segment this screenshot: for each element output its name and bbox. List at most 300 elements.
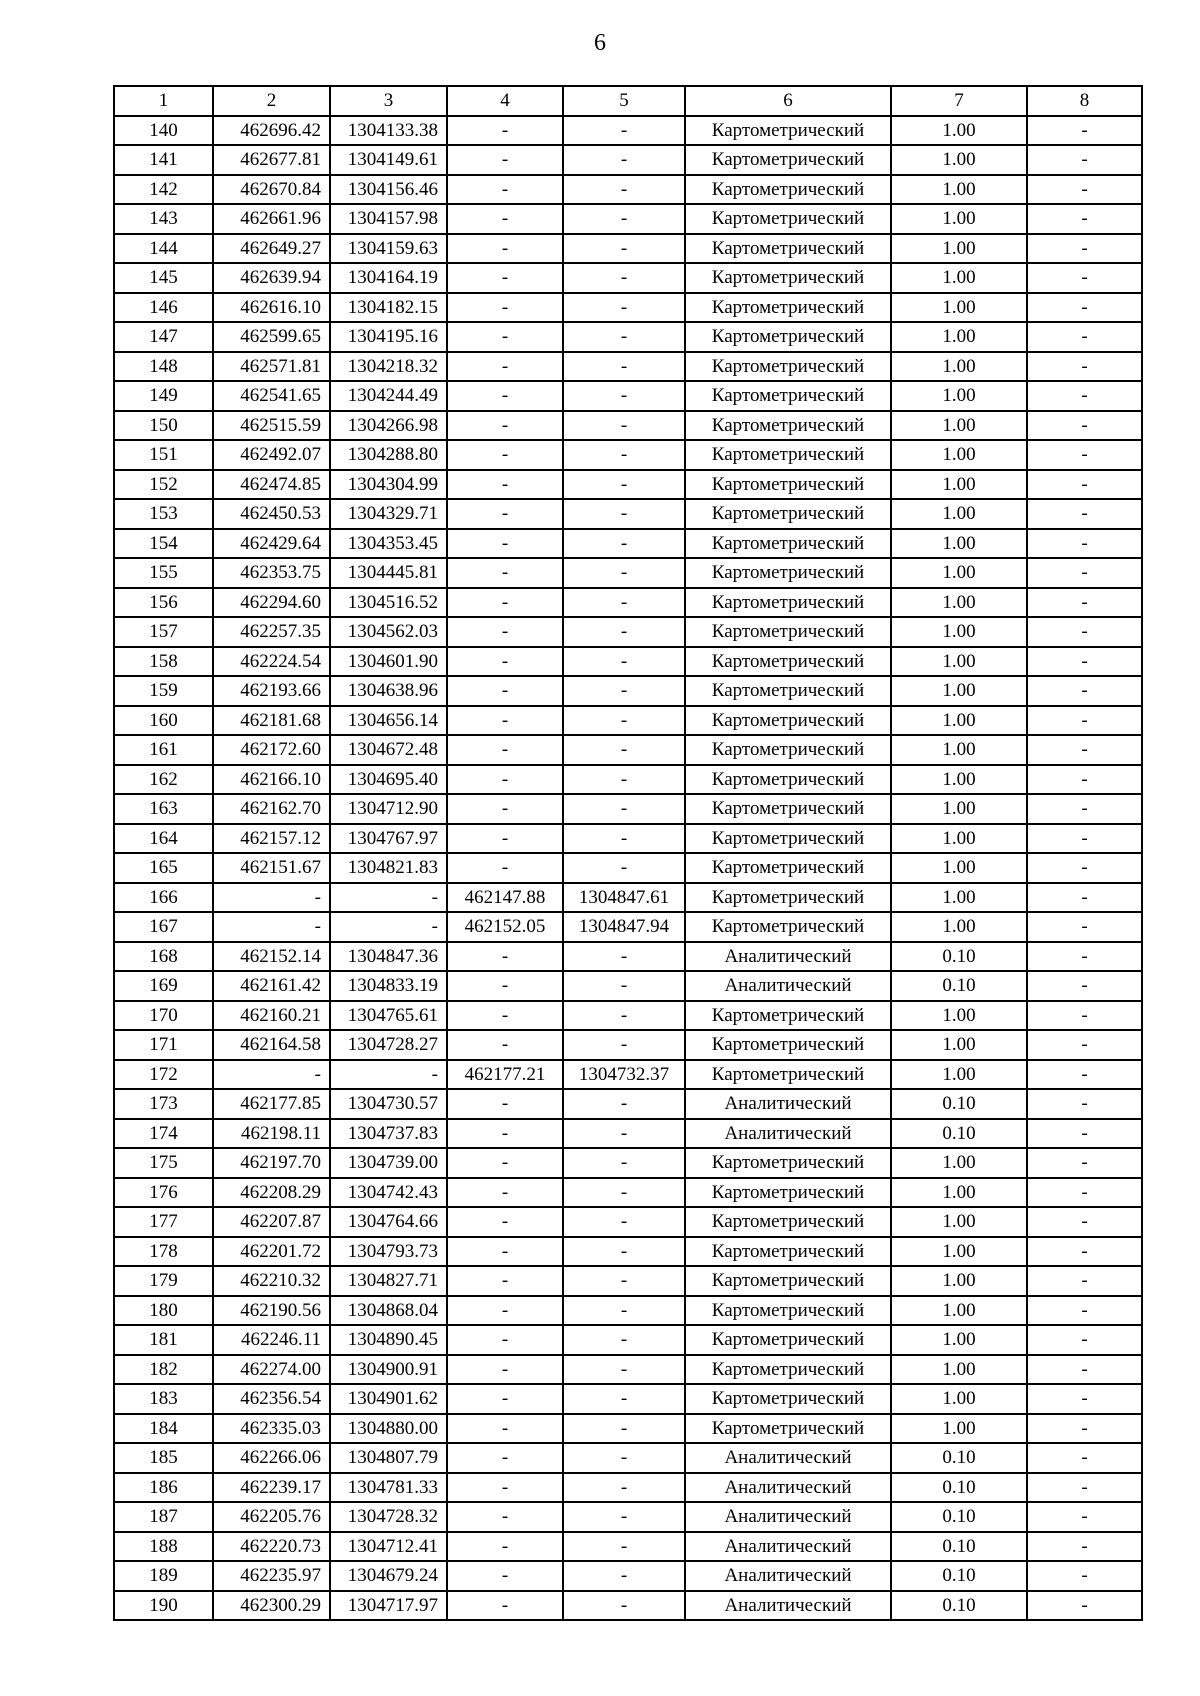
table-row [114, 1355, 1142, 1385]
accuracy-cell: 1.00 [891, 499, 1027, 529]
extra-cell: - [1027, 912, 1142, 942]
point-number-cell: 158 [114, 647, 213, 677]
y-coordinate-alt-cell: - [563, 853, 685, 883]
extra-cell: - [1027, 1266, 1142, 1296]
point-number-cell: 176 [114, 1178, 213, 1208]
y-coordinate-cell: 1304516.52 [330, 588, 447, 618]
x-coordinate-cell: 462198.11 [213, 1119, 330, 1149]
table-row [114, 1178, 1142, 1208]
x-coordinate-alt-cell: - [447, 322, 563, 352]
x-coordinate-cell: 462677.81 [213, 145, 330, 175]
y-coordinate-alt-cell: - [563, 411, 685, 441]
y-coordinate-alt-cell: 1304847.94 [563, 912, 685, 942]
accuracy-cell: 1.00 [891, 617, 1027, 647]
extra-cell: - [1027, 470, 1142, 500]
method-cell: Картометрический [685, 293, 891, 323]
column-header: 1 [114, 86, 213, 116]
y-coordinate-alt-cell: - [563, 1207, 685, 1237]
method-cell: Аналитический [685, 1473, 891, 1503]
accuracy-cell: 1.00 [891, 824, 1027, 854]
point-number-cell: 163 [114, 794, 213, 824]
point-number-cell: 185 [114, 1443, 213, 1473]
accuracy-cell: 1.00 [891, 263, 1027, 293]
accuracy-cell: 1.00 [891, 735, 1027, 765]
method-cell: Картометрический [685, 1237, 891, 1267]
x-coordinate-cell: - [213, 883, 330, 913]
point-number-cell: 179 [114, 1266, 213, 1296]
x-coordinate-alt-cell: - [447, 175, 563, 205]
table-row [114, 971, 1142, 1001]
accuracy-cell: 0.10 [891, 1591, 1027, 1621]
extra-cell: - [1027, 1502, 1142, 1532]
extra-cell: - [1027, 588, 1142, 618]
x-coordinate-cell: 462246.11 [213, 1325, 330, 1355]
accuracy-cell: 1.00 [891, 1384, 1027, 1414]
x-coordinate-cell: 462294.60 [213, 588, 330, 618]
x-coordinate-cell: 462172.60 [213, 735, 330, 765]
accuracy-cell: 1.00 [891, 647, 1027, 677]
point-number-cell: 140 [114, 116, 213, 146]
extra-cell: - [1027, 558, 1142, 588]
accuracy-cell: 0.10 [891, 1473, 1027, 1503]
table-row [114, 765, 1142, 795]
point-number-cell: 188 [114, 1532, 213, 1562]
column-header: 7 [891, 86, 1027, 116]
accuracy-cell: 0.10 [891, 1119, 1027, 1149]
y-coordinate-cell: 1304672.48 [330, 735, 447, 765]
x-coordinate-cell: 462661.96 [213, 204, 330, 234]
x-coordinate-cell: 462541.65 [213, 381, 330, 411]
method-cell: Аналитический [685, 971, 891, 1001]
y-coordinate-cell: 1304793.73 [330, 1237, 447, 1267]
y-coordinate-alt-cell: - [563, 322, 685, 352]
point-number-cell: 184 [114, 1414, 213, 1444]
accuracy-cell: 1.00 [891, 440, 1027, 470]
table-row [114, 794, 1142, 824]
method-cell: Картометрический [685, 1178, 891, 1208]
x-coordinate-cell: 462164.58 [213, 1030, 330, 1060]
y-coordinate-cell: 1304695.40 [330, 765, 447, 795]
accuracy-cell: 1.00 [891, 145, 1027, 175]
point-number-cell: 172 [114, 1060, 213, 1090]
method-cell: Картометрический [685, 1207, 891, 1237]
point-number-cell: 171 [114, 1030, 213, 1060]
y-coordinate-alt-cell: - [563, 1089, 685, 1119]
extra-cell: - [1027, 647, 1142, 677]
accuracy-cell: 1.00 [891, 204, 1027, 234]
y-coordinate-cell: 1304827.71 [330, 1266, 447, 1296]
table-row [114, 706, 1142, 736]
column-header: 8 [1027, 86, 1142, 116]
y-coordinate-cell: 1304764.66 [330, 1207, 447, 1237]
x-coordinate-alt-cell: - [447, 470, 563, 500]
table-row [114, 204, 1142, 234]
accuracy-cell: 1.00 [891, 116, 1027, 146]
y-coordinate-cell: 1304244.49 [330, 381, 447, 411]
point-number-cell: 151 [114, 440, 213, 470]
extra-cell: - [1027, 971, 1142, 1001]
method-cell: Аналитический [685, 1089, 891, 1119]
x-coordinate-alt-cell: - [447, 1030, 563, 1060]
method-cell: Картометрический [685, 676, 891, 706]
table-row [114, 1532, 1142, 1562]
accuracy-cell: 1.00 [891, 853, 1027, 883]
x-coordinate-cell: 462257.35 [213, 617, 330, 647]
method-cell: Аналитический [685, 1591, 891, 1621]
accuracy-cell: 1.00 [891, 588, 1027, 618]
extra-cell: - [1027, 735, 1142, 765]
point-number-cell: 160 [114, 706, 213, 736]
accuracy-cell: 1.00 [891, 558, 1027, 588]
table-row [114, 1414, 1142, 1444]
x-coordinate-cell: 462162.70 [213, 794, 330, 824]
method-cell: Картометрический [685, 381, 891, 411]
extra-cell: - [1027, 676, 1142, 706]
x-coordinate-alt-cell: - [447, 1384, 563, 1414]
x-coordinate-cell: 462300.29 [213, 1591, 330, 1621]
x-coordinate-cell: 462599.65 [213, 322, 330, 352]
table-row [114, 1148, 1142, 1178]
y-coordinate-alt-cell: - [563, 1237, 685, 1267]
x-coordinate-alt-cell: - [447, 1296, 563, 1326]
y-coordinate-alt-cell: - [563, 1355, 685, 1385]
y-coordinate-cell: 1304807.79 [330, 1443, 447, 1473]
x-coordinate-cell: 462208.29 [213, 1178, 330, 1208]
accuracy-cell: 1.00 [891, 470, 1027, 500]
y-coordinate-alt-cell: - [563, 971, 685, 1001]
x-coordinate-alt-cell: - [447, 617, 563, 647]
table-row [114, 116, 1142, 146]
x-coordinate-alt-cell: - [447, 647, 563, 677]
accuracy-cell: 1.00 [891, 1266, 1027, 1296]
extra-cell: - [1027, 853, 1142, 883]
x-coordinate-alt-cell: - [447, 1443, 563, 1473]
x-coordinate-alt-cell: - [447, 1532, 563, 1562]
x-coordinate-alt-cell: - [447, 1119, 563, 1149]
point-number-cell: 154 [114, 529, 213, 559]
y-coordinate-alt-cell: - [563, 1148, 685, 1178]
x-coordinate-cell: 462356.54 [213, 1384, 330, 1414]
method-cell: Аналитический [685, 1502, 891, 1532]
x-coordinate-alt-cell: 462152.05 [447, 912, 563, 942]
accuracy-cell: 0.10 [891, 1532, 1027, 1562]
point-number-cell: 161 [114, 735, 213, 765]
x-coordinate-alt-cell: - [447, 1502, 563, 1532]
y-coordinate-cell: 1304890.45 [330, 1325, 447, 1355]
x-coordinate-alt-cell: - [447, 824, 563, 854]
y-coordinate-alt-cell: - [563, 1030, 685, 1060]
x-coordinate-cell: 462571.81 [213, 352, 330, 382]
extra-cell: - [1027, 1119, 1142, 1149]
y-coordinate-alt-cell: - [563, 529, 685, 559]
y-coordinate-alt-cell: - [563, 1473, 685, 1503]
x-coordinate-cell: 462210.32 [213, 1266, 330, 1296]
y-coordinate-cell: 1304149.61 [330, 145, 447, 175]
method-cell: Картометрический [685, 204, 891, 234]
table-row [114, 293, 1142, 323]
y-coordinate-alt-cell: 1304732.37 [563, 1060, 685, 1090]
y-coordinate-alt-cell: - [563, 1384, 685, 1414]
extra-cell: - [1027, 1030, 1142, 1060]
y-coordinate-cell: 1304880.00 [330, 1414, 447, 1444]
method-cell: Аналитический [685, 942, 891, 972]
extra-cell: - [1027, 293, 1142, 323]
accuracy-cell: 1.00 [891, 706, 1027, 736]
x-coordinate-cell: 462616.10 [213, 293, 330, 323]
accuracy-cell: 0.10 [891, 1502, 1027, 1532]
column-header: 3 [330, 86, 447, 116]
x-coordinate-cell: 462429.64 [213, 529, 330, 559]
y-coordinate-cell: 1304638.96 [330, 676, 447, 706]
x-coordinate-cell: 462450.53 [213, 499, 330, 529]
point-number-cell: 164 [114, 824, 213, 854]
point-number-cell: 142 [114, 175, 213, 205]
y-coordinate-alt-cell: - [563, 116, 685, 146]
y-coordinate-alt-cell: - [563, 1591, 685, 1621]
x-coordinate-cell: 462649.27 [213, 234, 330, 264]
method-cell: Картометрический [685, 529, 891, 559]
point-number-cell: 170 [114, 1001, 213, 1031]
table-row [114, 853, 1142, 883]
y-coordinate-alt-cell: - [563, 499, 685, 529]
accuracy-cell: 1.00 [891, 1030, 1027, 1060]
table-row [114, 735, 1142, 765]
method-cell: Картометрический [685, 1384, 891, 1414]
x-coordinate-cell: 462157.12 [213, 824, 330, 854]
y-coordinate-alt-cell: - [563, 1502, 685, 1532]
y-coordinate-cell: 1304195.16 [330, 322, 447, 352]
point-number-cell: 153 [114, 499, 213, 529]
point-number-cell: 162 [114, 765, 213, 795]
x-coordinate-alt-cell: - [447, 116, 563, 146]
table-row [114, 558, 1142, 588]
accuracy-cell: 1.00 [891, 765, 1027, 795]
method-cell: Картометрический [685, 499, 891, 529]
accuracy-cell: 0.10 [891, 1089, 1027, 1119]
x-coordinate-alt-cell: - [447, 1473, 563, 1503]
x-coordinate-alt-cell: - [447, 1266, 563, 1296]
point-number-cell: 182 [114, 1355, 213, 1385]
point-number-cell: 155 [114, 558, 213, 588]
y-coordinate-cell: 1304712.41 [330, 1532, 447, 1562]
x-coordinate-alt-cell: - [447, 145, 563, 175]
x-coordinate-cell: 462492.07 [213, 440, 330, 470]
method-cell: Картометрический [685, 883, 891, 913]
method-cell: Картометрический [685, 1001, 891, 1031]
method-cell: Картометрический [685, 145, 891, 175]
x-coordinate-alt-cell: 462147.88 [447, 883, 563, 913]
y-coordinate-alt-cell: - [563, 942, 685, 972]
accuracy-cell: 1.00 [891, 1178, 1027, 1208]
method-cell: Картометрический [685, 263, 891, 293]
method-cell: Картометрический [685, 853, 891, 883]
method-cell: Картометрический [685, 1060, 891, 1090]
x-coordinate-alt-cell: - [447, 765, 563, 795]
x-coordinate-cell: 462266.06 [213, 1443, 330, 1473]
table-row [114, 676, 1142, 706]
table-row [114, 470, 1142, 500]
y-coordinate-cell: 1304868.04 [330, 1296, 447, 1326]
x-coordinate-cell: 462207.87 [213, 1207, 330, 1237]
method-cell: Картометрический [685, 1266, 891, 1296]
point-number-cell: 180 [114, 1296, 213, 1326]
accuracy-cell: 0.10 [891, 971, 1027, 1001]
x-coordinate-alt-cell: - [447, 381, 563, 411]
table-row [114, 1089, 1142, 1119]
x-coordinate-alt-cell: - [447, 1591, 563, 1621]
x-coordinate-cell: 462220.73 [213, 1532, 330, 1562]
extra-cell: - [1027, 794, 1142, 824]
y-coordinate-alt-cell: - [563, 1296, 685, 1326]
table-row [114, 352, 1142, 382]
table-row [114, 1502, 1142, 1532]
extra-cell: - [1027, 1443, 1142, 1473]
extra-cell: - [1027, 175, 1142, 205]
y-coordinate-alt-cell: - [563, 1443, 685, 1473]
y-coordinate-cell: 1304728.32 [330, 1502, 447, 1532]
y-coordinate-cell: 1304562.03 [330, 617, 447, 647]
extra-cell: - [1027, 1355, 1142, 1385]
extra-cell: - [1027, 116, 1142, 146]
x-coordinate-alt-cell: - [447, 529, 563, 559]
method-cell: Картометрический [685, 912, 891, 942]
extra-cell: - [1027, 499, 1142, 529]
y-coordinate-alt-cell: - [563, 676, 685, 706]
x-coordinate-cell: 462205.76 [213, 1502, 330, 1532]
point-number-cell: 145 [114, 263, 213, 293]
y-coordinate-cell: 1304767.97 [330, 824, 447, 854]
x-coordinate-cell: 462639.94 [213, 263, 330, 293]
y-coordinate-alt-cell: - [563, 352, 685, 382]
method-cell: Картометрический [685, 617, 891, 647]
extra-cell: - [1027, 883, 1142, 913]
x-coordinate-cell: 462335.03 [213, 1414, 330, 1444]
table-row [114, 1207, 1142, 1237]
y-coordinate-alt-cell: - [563, 1325, 685, 1355]
table-row [114, 1237, 1142, 1267]
accuracy-cell: 1.00 [891, 883, 1027, 913]
accuracy-cell: 1.00 [891, 411, 1027, 441]
table-row [114, 942, 1142, 972]
y-coordinate-alt-cell: - [563, 1532, 685, 1562]
x-coordinate-cell: 462161.42 [213, 971, 330, 1001]
method-cell: Картометрический [685, 735, 891, 765]
x-coordinate-cell: 462190.56 [213, 1296, 330, 1326]
point-number-cell: 183 [114, 1384, 213, 1414]
y-coordinate-alt-cell: - [563, 706, 685, 736]
x-coordinate-alt-cell: - [447, 1414, 563, 1444]
x-coordinate-alt-cell: - [447, 794, 563, 824]
y-coordinate-alt-cell: - [563, 735, 685, 765]
accuracy-cell: 1.00 [891, 1001, 1027, 1031]
x-coordinate-alt-cell: - [447, 853, 563, 883]
extra-cell: - [1027, 204, 1142, 234]
x-coordinate-cell: 462474.85 [213, 470, 330, 500]
extra-cell: - [1027, 411, 1142, 441]
accuracy-cell: 1.00 [891, 676, 1027, 706]
accuracy-cell: 1.00 [891, 293, 1027, 323]
x-coordinate-cell: 462152.14 [213, 942, 330, 972]
accuracy-cell: 1.00 [891, 1148, 1027, 1178]
table-row [114, 263, 1142, 293]
y-coordinate-cell: 1304742.43 [330, 1178, 447, 1208]
table-row [114, 529, 1142, 559]
y-coordinate-cell: 1304847.36 [330, 942, 447, 972]
x-coordinate-alt-cell: - [447, 588, 563, 618]
y-coordinate-cell: 1304765.61 [330, 1001, 447, 1031]
table-row [114, 1561, 1142, 1591]
extra-cell: - [1027, 824, 1142, 854]
x-coordinate-cell: 462160.21 [213, 1001, 330, 1031]
x-coordinate-alt-cell: - [447, 942, 563, 972]
table-row [114, 1591, 1142, 1621]
table-row [114, 1325, 1142, 1355]
table-row [114, 1296, 1142, 1326]
y-coordinate-cell: 1304156.46 [330, 175, 447, 205]
x-coordinate-cell: 462235.97 [213, 1561, 330, 1591]
accuracy-cell: 1.00 [891, 1414, 1027, 1444]
table-row [114, 1473, 1142, 1503]
extra-cell: - [1027, 1001, 1142, 1031]
x-coordinate-alt-cell: - [447, 1178, 563, 1208]
x-coordinate-cell: 462193.66 [213, 676, 330, 706]
x-coordinate-cell: 462274.00 [213, 1355, 330, 1385]
accuracy-cell: 1.00 [891, 1060, 1027, 1090]
method-cell: Картометрический [685, 1325, 891, 1355]
method-cell: Аналитический [685, 1532, 891, 1562]
y-coordinate-alt-cell: - [563, 794, 685, 824]
x-coordinate-alt-cell: - [447, 1001, 563, 1031]
accuracy-cell: 1.00 [891, 234, 1027, 264]
x-coordinate-cell: 462224.54 [213, 647, 330, 677]
x-coordinate-cell: 462201.72 [213, 1237, 330, 1267]
x-coordinate-alt-cell: - [447, 499, 563, 529]
y-coordinate-alt-cell: - [563, 824, 685, 854]
extra-cell: - [1027, 617, 1142, 647]
accuracy-cell: 1.00 [891, 381, 1027, 411]
y-coordinate-cell: 1304353.45 [330, 529, 447, 559]
y-coordinate-alt-cell: - [563, 558, 685, 588]
extra-cell: - [1027, 1591, 1142, 1621]
extra-cell: - [1027, 1089, 1142, 1119]
table-row [114, 1119, 1142, 1149]
accuracy-cell: 1.00 [891, 912, 1027, 942]
method-cell: Картометрический [685, 824, 891, 854]
x-coordinate-alt-cell: - [447, 1207, 563, 1237]
table-row [114, 322, 1142, 352]
y-coordinate-cell: 1304445.81 [330, 558, 447, 588]
y-coordinate-alt-cell: - [563, 588, 685, 618]
table-row [114, 1443, 1142, 1473]
x-coordinate-alt-cell: - [447, 1355, 563, 1385]
x-coordinate-cell: 462197.70 [213, 1148, 330, 1178]
extra-cell: - [1027, 352, 1142, 382]
extra-cell: - [1027, 1561, 1142, 1591]
point-number-cell: 187 [114, 1502, 213, 1532]
accuracy-cell: 1.00 [891, 1355, 1027, 1385]
x-coordinate-cell: 462151.67 [213, 853, 330, 883]
accuracy-cell: 1.00 [891, 1325, 1027, 1355]
accuracy-cell: 0.10 [891, 1561, 1027, 1591]
extra-cell: - [1027, 1296, 1142, 1326]
x-coordinate-alt-cell: - [447, 1325, 563, 1355]
y-coordinate-cell: 1304329.71 [330, 499, 447, 529]
extra-cell: - [1027, 1473, 1142, 1503]
method-cell: Аналитический [685, 1443, 891, 1473]
table-row [114, 1266, 1142, 1296]
y-coordinate-cell: 1304679.24 [330, 1561, 447, 1591]
extra-cell: - [1027, 1384, 1142, 1414]
